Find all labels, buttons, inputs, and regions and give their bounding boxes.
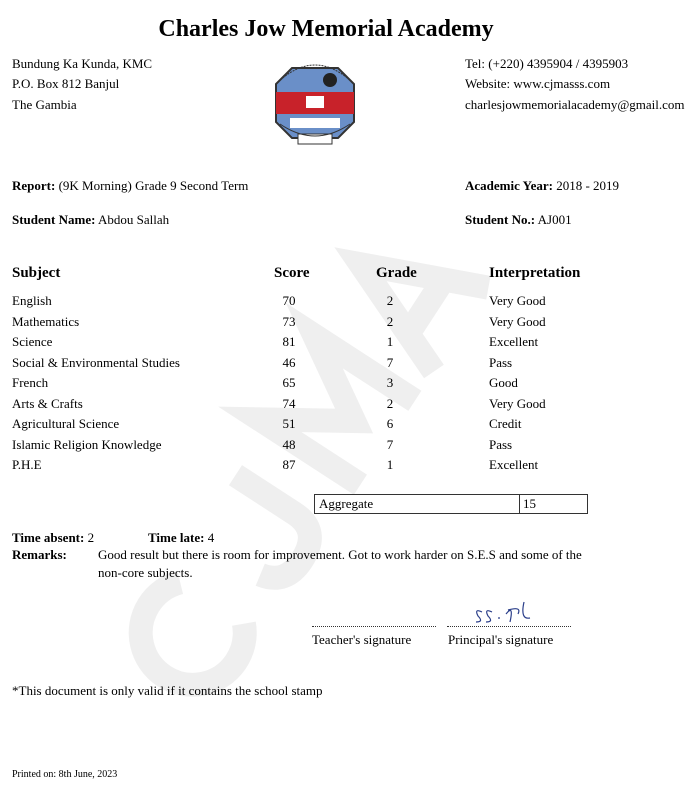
table-row [12, 457, 672, 477]
principal-signature-image [470, 598, 550, 626]
score-cell: 51 [282, 416, 296, 431]
header-subject: Subject [12, 265, 61, 281]
score-cell: 81 [282, 334, 296, 349]
grade-cell: 7 [386, 354, 394, 370]
interpretation-cell: Very Good [489, 313, 546, 329]
aggregate-label: Aggregate [319, 496, 374, 511]
time-absent [12, 530, 94, 546]
time-absent-label: Time absent: [12, 530, 85, 545]
school-logo [270, 52, 360, 150]
interpretation-cell: Pass [489, 436, 513, 452]
address-line: P.O. Box 812 Banjul [12, 76, 120, 91]
header-interpretation: Interpretation [489, 265, 581, 281]
interpretation-cell: Good [489, 375, 518, 390]
grade-cell: 1 [386, 457, 394, 472]
student-name-value: Abdou Sallah [97, 212, 170, 227]
subject-cell: Arts & Crafts [12, 395, 83, 411]
score-cell: 70 [282, 293, 296, 308]
subject-cell: Islamic Religion Knowledge [12, 436, 162, 452]
remarks-text: Good result but there is room for improvement. Got to work harder on S.E.S and some of the [98, 547, 582, 562]
report-label: Report: [12, 178, 56, 193]
table-row [12, 375, 672, 395]
subject-cell: Social & Environmental Studies [12, 354, 180, 370]
interpretation-cell: Excellent [489, 334, 539, 349]
student-no-field [465, 212, 572, 228]
teacher-signature-line [312, 626, 436, 627]
academic-year-field [465, 178, 619, 194]
aggregate-box [314, 494, 588, 514]
grade-cell: 2 [386, 313, 394, 329]
student-name-field [12, 212, 169, 228]
address-line: The Gambia [12, 97, 77, 112]
watermark-letter-j [197, 475, 321, 589]
header-score: Score [274, 265, 310, 281]
student-no-value: AJ001 [537, 212, 572, 227]
time-late-value: 4 [207, 530, 215, 545]
tel: Tel: (+220) 4395904 / 4395903 [465, 56, 629, 71]
score-cell: 48 [282, 436, 296, 452]
interpretation-cell: Very Good [489, 293, 546, 308]
grade-cell: 2 [386, 395, 394, 411]
table-row [12, 437, 672, 457]
report-field [12, 178, 248, 194]
table-row [12, 396, 672, 416]
validity-note: *This document is only valid if it contains the school stamp [12, 683, 323, 698]
remarks-label: Remarks: [12, 547, 67, 562]
remarks-text: non-core subjects. [98, 565, 193, 580]
report-value: (9K Morning) Grade 9 Second Term [58, 178, 249, 193]
table-row [12, 416, 672, 436]
subject-cell: P.H.E [12, 457, 42, 472]
time-late [148, 530, 214, 546]
academic-year-value: 2018 - 2019 [556, 178, 620, 193]
grade-cell: 6 [386, 416, 394, 431]
email: charlesjowmemorialacademy@gmail.com [465, 97, 685, 112]
website: Website: www.cjmasss.com [465, 76, 611, 91]
subject-cell: Science [12, 334, 53, 349]
address-line: Bundung Ka Kunda, KMC [12, 56, 153, 71]
subject-cell: Mathematics [12, 313, 80, 329]
grade-cell: 2 [386, 293, 394, 308]
grade-cell: 1 [386, 334, 394, 349]
principal-signature-label: Principal's signature [448, 632, 554, 647]
interpretation-cell: Very Good [489, 395, 546, 411]
aggregate-value: 15 [523, 496, 536, 511]
time-late-label: Time late: [148, 530, 205, 545]
time-absent-value: 2 [87, 530, 95, 545]
table-row [12, 355, 672, 375]
score-cell: 74 [282, 395, 296, 411]
aggregate-divider [519, 495, 520, 513]
principal-signature-line [447, 626, 571, 627]
printed-date: Printed on: 8th June, 2023 [12, 769, 118, 780]
interpretation-cell: Credit [489, 416, 522, 431]
academic-year-label: Academic Year: [465, 178, 553, 193]
table-row [12, 293, 672, 313]
score-cell: 65 [282, 375, 296, 390]
table-row [12, 314, 672, 334]
subject-cell: English [12, 293, 52, 308]
student-name-label: Student Name: [12, 212, 96, 227]
subject-cell: French [12, 375, 49, 390]
school-name: Charles Jow Memorial Academy [158, 16, 494, 42]
score-cell: 87 [282, 457, 296, 472]
grade-cell: 3 [386, 375, 394, 390]
table-header [12, 265, 672, 285]
student-no-label: Student No.: [465, 212, 536, 227]
interpretation-cell: Excellent [489, 457, 539, 472]
subject-cell: Agricultural Science [12, 416, 120, 431]
table-row [12, 334, 672, 354]
interpretation-cell: Pass [489, 354, 513, 370]
teacher-signature-label: Teacher's signature [312, 632, 412, 647]
score-cell: 73 [282, 313, 296, 329]
header-grade: Grade [376, 265, 417, 281]
score-cell: 46 [282, 354, 296, 370]
grade-cell: 7 [386, 436, 394, 452]
